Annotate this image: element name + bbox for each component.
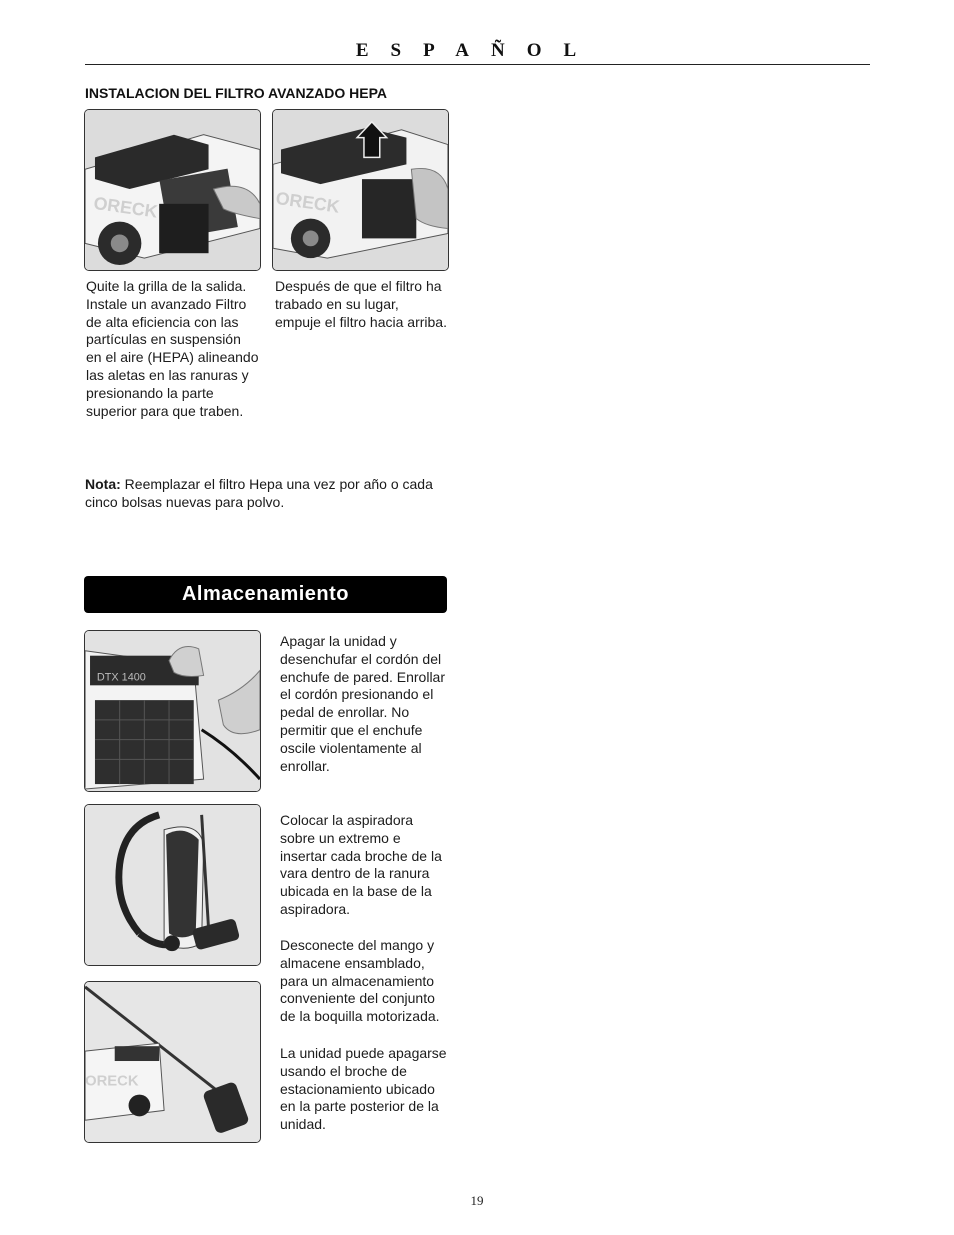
photo-brand-label: ORECK [274, 187, 341, 217]
photo-brand-label: ORECK [85, 1073, 139, 1090]
vacuum-cord-illustration [85, 631, 260, 791]
storage-para-1: Apagar la unidad y desenchufar el cordón del enchufe de pared. Enrollar el cordón presionando el pedal de enrollar. No permitir que el enchufe oscile violentamente al enrollar. [280, 633, 445, 774]
photo-storage-upright [84, 804, 261, 966]
vacuum-filter-push-illustration [273, 110, 448, 270]
hepa-step1-text: Quite la grilla de la salida. Instale un avanzado Filtro de alta eficiencia con las partículas en suspensión en el aire (HEPA) alineando las aletas en las ranuras y presionando la parte superior para que traben. [86, 278, 259, 419]
vacuum-upright-illustration [85, 805, 260, 965]
note-text: Reemplazar el filtro Hepa una vez por año o cada cinco bolsas nuevas para polvo. [85, 476, 433, 510]
note-label: Nota: [85, 476, 121, 492]
section-title-hepa: INSTALACION DEL FILTRO AVANZADO HEPA [85, 85, 388, 101]
photo-hepa-install [84, 109, 261, 271]
page-number: 19 [470, 1193, 484, 1208]
storage-para-3: Desconecte del mango y almacene ensamblado, para un almacenamiento conveniente del conjunto de la boquilla motorizada. [280, 937, 440, 1025]
photo-storage-parked [84, 981, 261, 1143]
storage-para-4: La unidad puede apagarse usando el broche de estacionamiento ubicado en la parte posterior de la unidad. [280, 1045, 447, 1133]
hepa-step2-text: Después de que el filtro ha trabado en su lugar, empuje el filtro hacia arriba. [275, 278, 447, 330]
language-header: ESPAÑOL [355, 40, 599, 61]
photo-storage-cord [84, 630, 261, 792]
hepa-note [85, 475, 450, 511]
storage-para-2: Colocar la aspiradora sobre un extremo e insertar cada broche de la vara dentro de la ranura ubicada en la base de la aspiradora. [280, 812, 442, 917]
section-banner-storage: Almacenamiento [84, 576, 447, 613]
photo-hepa-push [272, 109, 449, 271]
photo-brand-label: ORECK [92, 192, 159, 222]
vacuum-filter-illustration [85, 110, 260, 270]
header-divider [85, 64, 870, 65]
vacuum-parked-illustration [85, 982, 260, 1142]
photo-model-label: DTX 1400 [96, 671, 146, 684]
